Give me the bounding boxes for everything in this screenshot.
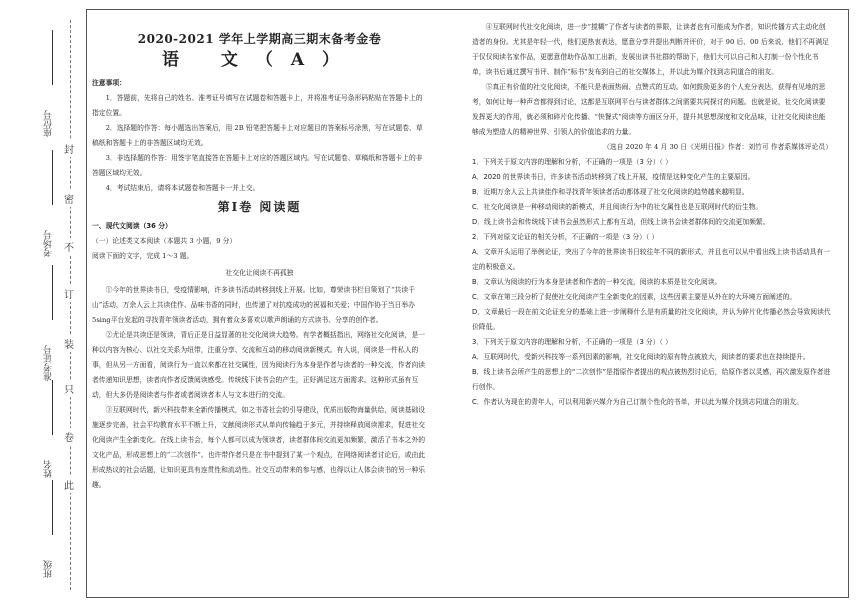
question-option: D．线上读书会和传统线下读书会虽然形式上都有互动，但线上读书会读者群体间的交流更加频繁。 [472, 218, 770, 226]
binding-margin [40, 20, 86, 590]
article-title: 社交化让阅读不再孤独 [225, 269, 294, 277]
notice-item: 1．答题前，先将自己的姓名、准考证号填写在试题卷和答题卡上，并将准考证号条形码粘贴在答题卡上的指定位置。 [92, 94, 423, 117]
exam-room-label: 考场号 [44, 230, 54, 257]
seat-number-label: 座位号 [44, 110, 54, 137]
seal-line [70, 20, 71, 590]
exam-title: 2020-2021 学年上学期高三期末备考金卷 [137, 32, 382, 46]
notice-item: 3．非选择题的作答：用签字笔直接答在答题卡上对应的答题区域内。写在试题卷、草稿纸和答题卡上的非答题区域均无效。 [92, 154, 423, 177]
question-option: B．线上读书会所产生的思想上的“二次创作”是指原作者提出的观点被热烈讨论后，给原作者以灵感，再次激发原作者进行创作。 [472, 368, 831, 391]
notice-item: 2．选择题的作答：每小题选出答案后，用 2B 铅笔把答题卡上对应题目的答案标号涂黑，写在试题卷、草稿纸和答题卡上的非答题区域均无效。 [92, 124, 423, 147]
question-option: C．作者认为现在的青年人，可以利用新兴媒介为自己订制个性化的书单，并以此为媒介找到志同道合的朋友。 [472, 398, 803, 406]
class-label: 班级 [44, 560, 54, 578]
seal-char: 此 [64, 476, 74, 493]
question-option: A．2020 的世界读书日，许多读书活动转移到了线上开展，疫情是这种变化产生的主要原因。 [472, 173, 755, 181]
name-line [52, 380, 53, 435]
question-option: A．文章开头运用了举例论证，突出了今年的世界读书日较往年不同的新形式，并且也可以从中看出线上读书活动具有一定的积极意义。 [472, 248, 831, 271]
notice-heading: 注意事项： [92, 79, 126, 87]
admission-number-line [52, 265, 53, 320]
notice-item: 4．考试结束后，请将本试题卷和答题卡一并上交。 [105, 184, 260, 192]
question-option: B．近期万余人云上共读佳作和寻找青年领读者活动都体现了社交化阅读的趋势越来越明显。 [472, 188, 749, 196]
seal-char: 订 [64, 285, 74, 302]
seal-char: 卷 [64, 428, 74, 445]
admission-number-label: 准考证号 [44, 345, 54, 381]
seal-char: 只 [64, 380, 74, 397]
question-option: C．社交化阅读是一种移动阅读的新模式，并且阅读行为中的社交属性也是互联网时代的衍生物。 [472, 203, 763, 211]
subject-title: 语 文（A） [161, 50, 358, 70]
question-stem: 3．下列关于原文内容的理解和分析，不正确的一项是（3 分）（ ） [472, 338, 672, 346]
part-heading: 一、现代文阅读（36 分） [92, 222, 172, 230]
article-paragraph: ④互联网时代社交化阅读，进一步“搅糊”了作者与读者的界限，让读者也有可能成为作者，知识传播方式主动化创造者的身份。尤其是年轻一代，他们更热衷表达，愿意分享并提出判断并评价，对于 90 后、00 后来说，他们不再满足于仅仅阅读名家作品，更愿意借助作品加工出新，发展出读书社群的帮助下，他们大可以自己和人打制一份个性化书单，读书后通过撰写书评、制作“标书”发布到自己的社交媒体上，并以此为媒介找到志同道合的朋友。 [472, 23, 829, 76]
article-paragraph: ②尤论是共读还是领读，背后正是日益显著的社交化阅读大趋势。有学者概括指出，网络社交化阅读，是一种以内容为核心、以社交关系为纽带，注重分享、交流和互动的移动阅读新模式。有人说，阅读是一件私人的事，但从另一方面看，阅读行为一直以来都在社交属性，因为阅读行为本身是作者与读者的一种交流，作者向读者传递知识思想，读者向作者反馈阅读感受。传统线下读书会的产生，正好满足这方面需求。这种形式虽有互动，但大多仍是阅读者与作者或者阅读者本人与文本进行的交流。 [92, 331, 426, 399]
question-option: C．文章在第三段分析了促使社交化阅读产生全新变化的因素，这些因素主要是从外在的大环境方面阐述的。 [472, 293, 797, 301]
instruction: 阅读下面的文字，完成 1～3 题。 [92, 252, 194, 260]
seal-char: 不 [64, 238, 74, 255]
left-column [92, 20, 427, 493]
section-title: 第Ⅰ卷 阅读题 [217, 200, 302, 214]
article-paragraph: ③互联网时代，新兴科技带来全新传播模式，如之书香社会的引导建设，优质出版物海量供给，阅读基础设施逐步完善，社会平均教育水平不断上升，文献阅读形式从单向传输趋于多元，并持续释放阅读需求，促进社交化阅读产生全新变化。在线上读书会，每个人都可以成为领读者，读者群体间交流更加频繁，激活了书本之外的文化产品，形成思想上的“二次创作”。也许带作者只是在书中提到了某一个观点，在网络阅读者讨论后，或由此形成热议的社会话题，让知识更具有连贯性和流动性。社交互动带来的参与感，也得以让人体会读书的另一种乐趣。 [92, 406, 426, 489]
article-source: （选自 2020 年 4 月 30 日《光明日报》作者：刘竹可 作者系媒体评论员） [603, 143, 832, 151]
question-option: D．文章最后一段在前文论证充分的基础上进一步阐释什么是有质量的社交化阅读，并认为碎片化传播必然会导致阅读代价降低。 [472, 308, 831, 331]
seal-char: 封 [64, 140, 74, 157]
exam-room-line [52, 150, 53, 205]
seal-char: 密 [64, 190, 74, 207]
question-stem: 1．下列关于原文内容的理解和分析，不正确的一项是（3 分）（ ） [472, 158, 672, 166]
question-option: A．互联网时代，受新兴科技等一系列因素的影响，社交化阅读的原有特点被放大，阅读者的要求也在持续提升。 [472, 353, 810, 361]
question-option: B．文章认为阅读的行为本身是读者和作者的一种交流，阅读的本质是社交化阅读。 [472, 278, 722, 286]
article-paragraph: ⑤真正有价值的社交化阅读，不能只是表面热闹、点赞式的互动。如何鼓励更多的个人充分表达，获得有见地的思考，如何让每一种声音都得到讨论，这都是互联网平台与读者群体之间需要共同探讨的问题。也就是说，社交化阅读要发挥更大的作用，就必须和碎片化传播、“快餐式”阅读等方面区分开，提升其思想深度和文化品味，让社交化阅读也能够成为塑造人的精神世界、引领人的价值追求的力量。 [472, 83, 826, 136]
name-label: 姓名 [44, 460, 54, 478]
question-stem: 2．下列对原文论证的相关分析，不正确的一项是（3 分）（ ） [472, 233, 659, 241]
seat-number-line [52, 30, 53, 85]
article-paragraph: ①今年的世界读书日，受疫情影响，许多读书活动转移到线上开展。比如，尊荣读书栏目策划了“共读千山”活动，万余人云上共读佳作、品味书香的同时，也传递了对抗疫成功的祝福和关爱；中国作协于当日举办5sing平台发起的寻找青年领读者活动，拥有着众多喜欢以歌声朗诵的方式读书、分享的创作者。 [92, 286, 415, 324]
right-column [472, 20, 832, 410]
sub-heading: （一）论述类文本阅读（本题共 3 小题，9 分） [92, 237, 237, 245]
class-line [52, 480, 53, 535]
seal-char: 装 [64, 335, 74, 352]
